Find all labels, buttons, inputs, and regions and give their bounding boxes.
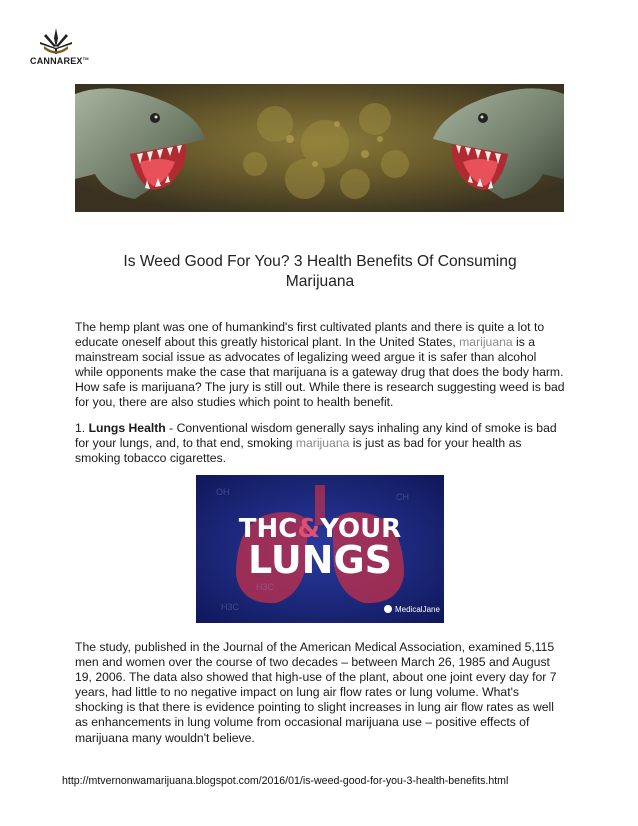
logo-tm: TM [82,56,89,61]
p2-text-start: - Conventional wisdom generally says inhaling any kind of smoke is bad for your lungs, and, to that end, smoking [75,421,557,451]
lungs-image-thc: THC [238,514,298,544]
svg-text:H3C: H3C [256,582,275,592]
article-title: Is Weed Good For You? 3 Health Benefits Of Consuming Marijuana [123,253,517,290]
study-paragraph: The study, published in the Journal of the American Medical Association, examined 5,115 men and women over the course of two decades – between March 26, 1985 and August 19, 2006. The data also showed that high-use of the plant, about one joint every day for 7 years, had little to no negative impact on lung air flow rates or lung volume. What's shocking is that there is evidence pointing to slight increases in lung air flow rates as well as enhancements in lung volume from occasional marijuana use – positive effects of marijuana many wouldn't believe. [75,640,557,745]
svg-text:OH: OH [216,487,230,497]
source-url[interactable]: http://mtvernonwamarijuana.blogspot.com/2016/01/is-weed-good-for-you-3-health-benefits.html [62,775,509,787]
lungs-image-amp: & [297,514,321,544]
cannarex-logo [30,26,89,70]
dinosaur-heads-banner [75,84,564,212]
lungs-image-lungs: LUNGS [247,538,393,582]
hero-banner-image [75,84,564,212]
p1-text-start: The hemp plant was one of humankind's first cultivated plants and there is quite a lot to educate oneself about this greatly historical plant. In the United States, [75,320,545,350]
cannabis-leaf-icon [30,26,82,58]
marijuana-link[interactable]: marijuana [459,335,513,350]
marijuana-link-2[interactable]: marijuana [295,436,350,451]
lungs-health-paragraph [75,421,565,466]
intro-paragraph [75,320,565,411]
lungs-image-your: YOUR [320,514,402,544]
svg-text:CH: CH [396,492,409,502]
logo-text: CANNAREX [30,56,83,66]
p2-text-end: is just as bad for your health as smoking tobacco cigarettes. [75,436,522,466]
svg-text:H3C: H3C [221,602,240,612]
lungs-image-brand: MedicalJane [395,605,440,614]
p1-text-end: is a mainstream social issue as advocates of legalizing weed argue it is safer than alcohol while opponents make the case that marijuana is a gateway drug that does the body harm. How safe is marijuana? The jury is still out. While there is research suggesting weed is bad for you, there are also studies which point to health benefit. [75,335,565,410]
lungs-health-heading: Lungs Health [88,421,166,435]
medicaljane-logo-icon [384,605,392,613]
list-number: 1. [75,421,89,435]
thc-lungs-image [196,475,444,623]
